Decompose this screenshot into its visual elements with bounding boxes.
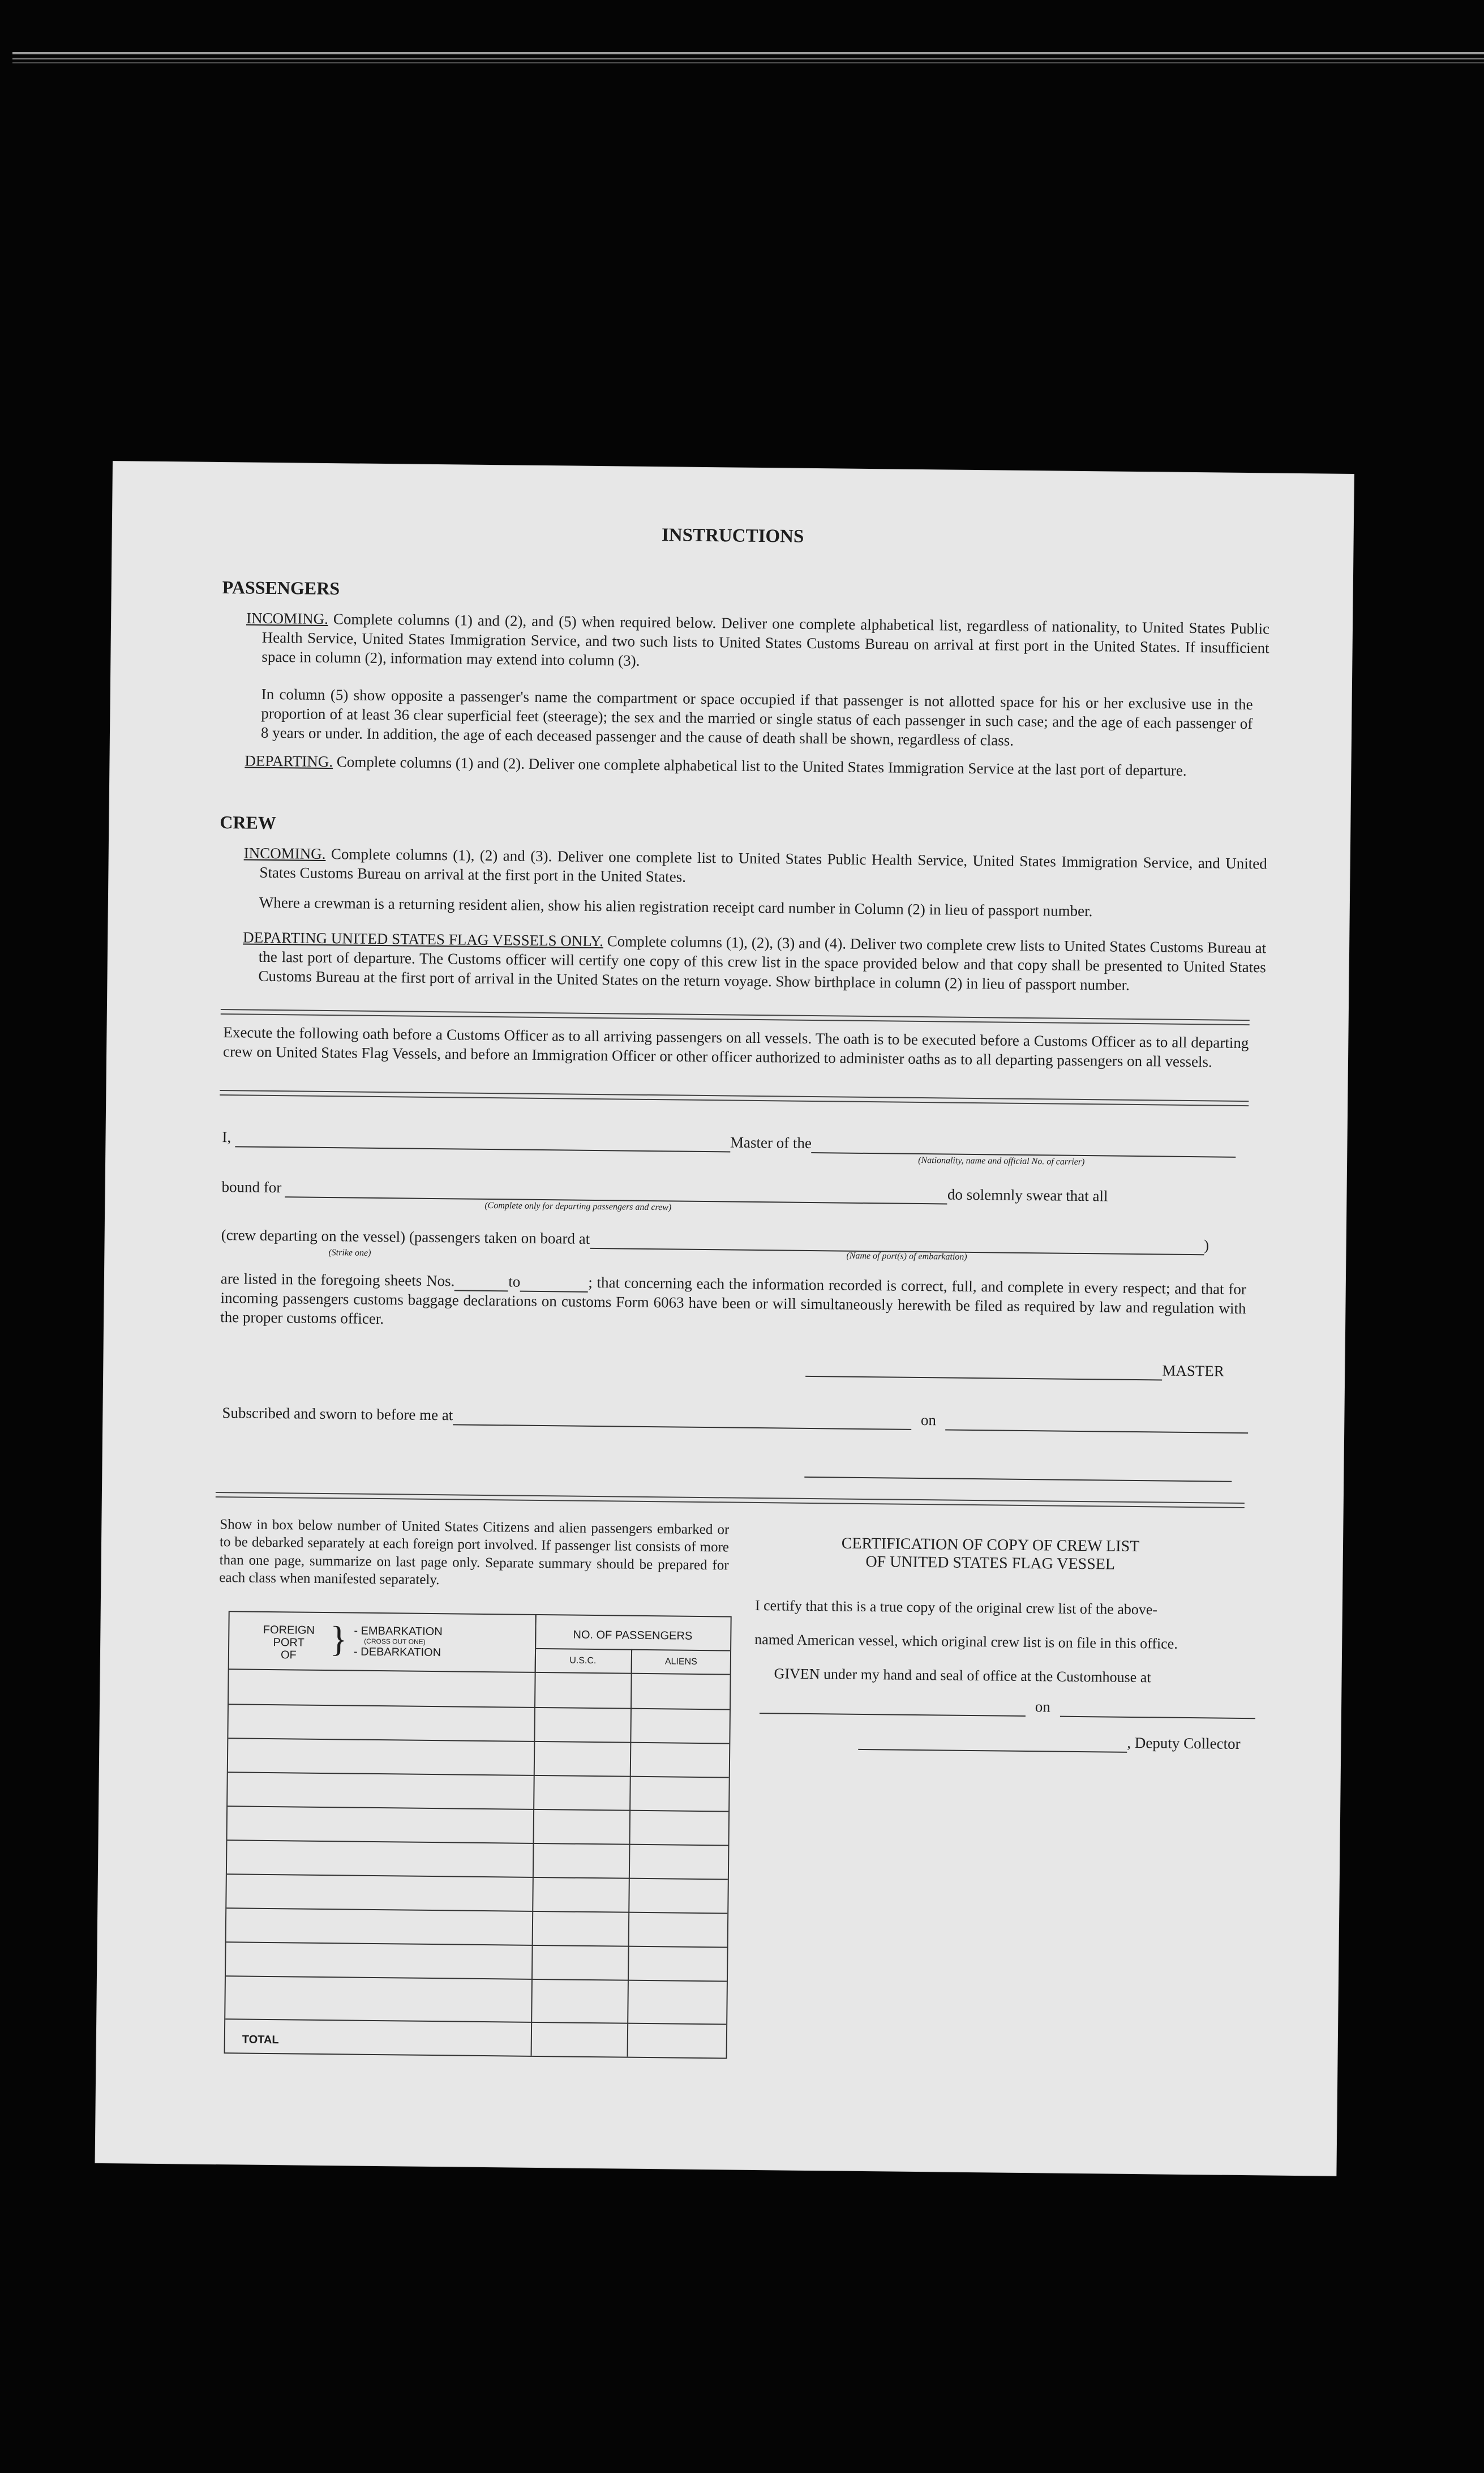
listed-part-1: are listed in the foregoing sheets Nos. — [220, 1270, 455, 1290]
cert-date-line — [760, 1695, 1255, 1719]
customhouse-field[interactable] — [760, 1698, 1026, 1717]
no-passengers-label: NO. OF PASSENGERS — [573, 1628, 693, 1642]
summary-note: Show in box below number of United States Citizens and alien passengers embarked or to be debarked separately at each foreign port involved. If passenger list consists of more than one page, summarize on last page only. Separate summary should be prepared for each class when manifested separately. — [219, 1517, 730, 1588]
oath-instruction: Execute the following oath before a Customs Officer as to all arriving passengers on all vessels. The oath is to be executed before a Customs Officer as to all departing crew on United States Flag Vessels, and before an Immigration Officer or other officer authorized to administer oaths as to all departing passengers on all vessels. — [222, 1024, 1249, 1071]
cert-on-label: on — [1035, 1698, 1050, 1715]
table-row-line — [226, 1907, 727, 1914]
sheet-from-field[interactable] — [454, 1275, 508, 1291]
form-page — [96, 461, 1354, 2176]
table-row-line — [229, 1704, 730, 1710]
table-row-line — [228, 1805, 728, 1812]
strike-one-note: (Strike one) — [328, 1248, 371, 1258]
crew-departing — [242, 928, 1266, 996]
oath-statement — [220, 1269, 1246, 1337]
crew-departing-text: Complete columns (1), (2), (3) and (4). Deliver two complete crew lists to United States Customs Bureau at the last port of departure. The Customs officer will certify one copy of this crew list in the space provided below and that copy shall be presented to United States Customs Bureau at the first port of arrival in the United States on the return voyage. Show birthplace in column (2) in lieu of passport number. — [258, 932, 1267, 994]
bound-for-field[interactable] — [285, 1182, 947, 1204]
double-divider — [221, 1009, 1250, 1025]
cert-title-2: OF UNITED STATES FLAG VESSEL — [865, 1553, 1116, 1573]
crew-heading: CREW — [220, 812, 277, 833]
deputy-label: , Deputy Collector — [1127, 1734, 1241, 1752]
aliens-label: ALIENS — [664, 1657, 697, 1667]
sworn-place-field[interactable] — [453, 1409, 911, 1430]
crew-departing-option: (crew departing on the vessel) — [221, 1226, 406, 1246]
scan-edge-line — [12, 58, 1484, 59]
incoming-text: Complete columns (1) and (2), and (5) when required below. Deliver one complete alphabetical list, regardless of nationality, to United States Public Health Service, United States Immigration Service, and two such lists to United States Customs Bureau on arrival at first port in the United States. If insufficient space in column (2), information may extend into column (3). — [261, 610, 1270, 669]
port-note: (Name of port(s) of embarkation) — [846, 1251, 967, 1262]
total-label: TOTAL — [242, 2033, 279, 2047]
passengers-column5: In column (5) show opposite a passenger's name the compartment or space occupied if that passenger is not allotted space for his or her exclusive use in the proportion of at least 36 clear superficial feet (steerage); the sex and the married or single status of each passenger in such case; and the age of each passenger of 8 years or under. In addition, the age of each deceased passenger and the cause of death shall be shown, regardless of class. — [260, 685, 1253, 749]
on-label: on — [920, 1411, 937, 1429]
of-label: OF — [280, 1649, 297, 1662]
port-label: PORT — [273, 1636, 304, 1649]
table-row-line — [226, 1975, 727, 1982]
cert-date-field[interactable] — [1060, 1701, 1255, 1719]
passengers-incoming — [246, 609, 1269, 677]
passengers-header — [535, 1615, 731, 1675]
master-signature-line — [805, 1358, 1224, 1381]
master-name-field[interactable] — [235, 1131, 730, 1152]
officer-signature-field[interactable] — [804, 1462, 1232, 1482]
subscribed-label: Subscribed and sworn to before me at — [222, 1404, 453, 1424]
cert-text-3: GIVEN under my hand and seal of office at the Customhouse at — [774, 1665, 1151, 1686]
master-label: MASTER — [1162, 1362, 1224, 1380]
complete-note: (Complete only for departing passengers and crew) — [484, 1200, 672, 1213]
page-title: INSTRUCTIONS — [661, 525, 804, 547]
foreign-label: FOREIGN — [263, 1623, 315, 1637]
double-divider — [220, 1090, 1249, 1106]
deputy-line — [858, 1731, 1241, 1754]
departing-text: Complete columns (1) and (2). Deliver one complete alphabetical list to the United States Immigration Service at the last port of departure. — [336, 753, 1187, 779]
deputy-signature-field[interactable] — [858, 1734, 1127, 1753]
embarkation-label: - EMBARKATION — [354, 1624, 443, 1638]
passengers-taken-option: (passengers taken on board at — [409, 1228, 590, 1247]
officer-signature-line — [804, 1458, 1232, 1482]
crew-incoming-label: INCOMING. — [243, 844, 326, 862]
subscribed-line — [222, 1404, 1249, 1434]
do-swear: do solemnly swear that all — [947, 1186, 1108, 1205]
nationality-note: (Nationality, name and official No. of carrier) — [918, 1155, 1085, 1167]
passenger-summary-table — [224, 1611, 732, 2059]
debarkation-label: - DEBARKATION — [353, 1645, 441, 1659]
column-divider — [531, 1615, 537, 2056]
passengers-heading: PASSENGERS — [222, 577, 340, 599]
passengers-departing — [245, 751, 1268, 781]
crew-incoming — [243, 844, 1267, 892]
table-row-line — [225, 2018, 726, 2025]
foreign-port-header — [229, 1612, 537, 1673]
table-row-line — [226, 1941, 727, 1948]
incoming-label: INCOMING. — [246, 609, 329, 627]
cross-out-label: (CROSS OUT ONE) — [364, 1637, 426, 1646]
close-paren: ) — [1203, 1236, 1209, 1254]
departing-label: DEPARTING. — [245, 752, 333, 771]
table-row-line — [228, 1738, 729, 1744]
bound-for: bound for — [221, 1178, 282, 1196]
table-row-line — [227, 1873, 728, 1880]
scan-edge-line — [12, 62, 1484, 63]
scan-edge-line — [12, 52, 1484, 54]
listed-part-2: ; that concerning each the information recorded is correct, full, and complete in every respect; and that for incoming passengers customs baggage declarations on customs Form 6063 have been or will simultaneously herewith be filed as required by law and regulation with the proper customs officer. — [220, 1273, 1246, 1327]
crew-resident: Where a crewman is a returning resident alien, show his alien registration receipt card number in Column (2) in lieu of passport number. — [259, 893, 1093, 920]
oath-line-1 — [222, 1128, 1236, 1158]
crew-departing-label: DEPARTING UNITED STATES FLAG VESSELS ONLY. — [243, 929, 604, 950]
table-row-line — [227, 1839, 728, 1846]
table-row-line — [228, 1772, 729, 1778]
cert-text-1: I certify that this is a true copy of the original crew list of the above- — [754, 1597, 1158, 1618]
to-label: to — [508, 1273, 521, 1290]
master-signature-field[interactable] — [805, 1361, 1162, 1381]
crew-incoming-text: Complete columns (1), (2) and (3). Deliver one complete list to United States Public Health Service, United States Immigration Service, and United States Customs Bureau on arrival at the first port in the United States. — [259, 845, 1267, 885]
sworn-date-field[interactable] — [946, 1414, 1249, 1434]
column-divider — [627, 1649, 633, 2057]
usc-label: U.S.C. — [569, 1655, 597, 1666]
carrier-field[interactable] — [812, 1137, 1236, 1158]
sheet-to-field[interactable] — [520, 1276, 588, 1292]
cert-text-2: named American vessel, which original crew list is on file in this office. — [754, 1631, 1178, 1652]
oath-i: I, — [222, 1128, 231, 1146]
master-of-the: Master of the — [730, 1133, 812, 1152]
cert-title-1: CERTIFICATION OF COPY OF CREW LIST — [841, 1534, 1140, 1556]
brace-icon: } — [329, 1619, 348, 1659]
double-divider — [216, 1492, 1245, 1508]
